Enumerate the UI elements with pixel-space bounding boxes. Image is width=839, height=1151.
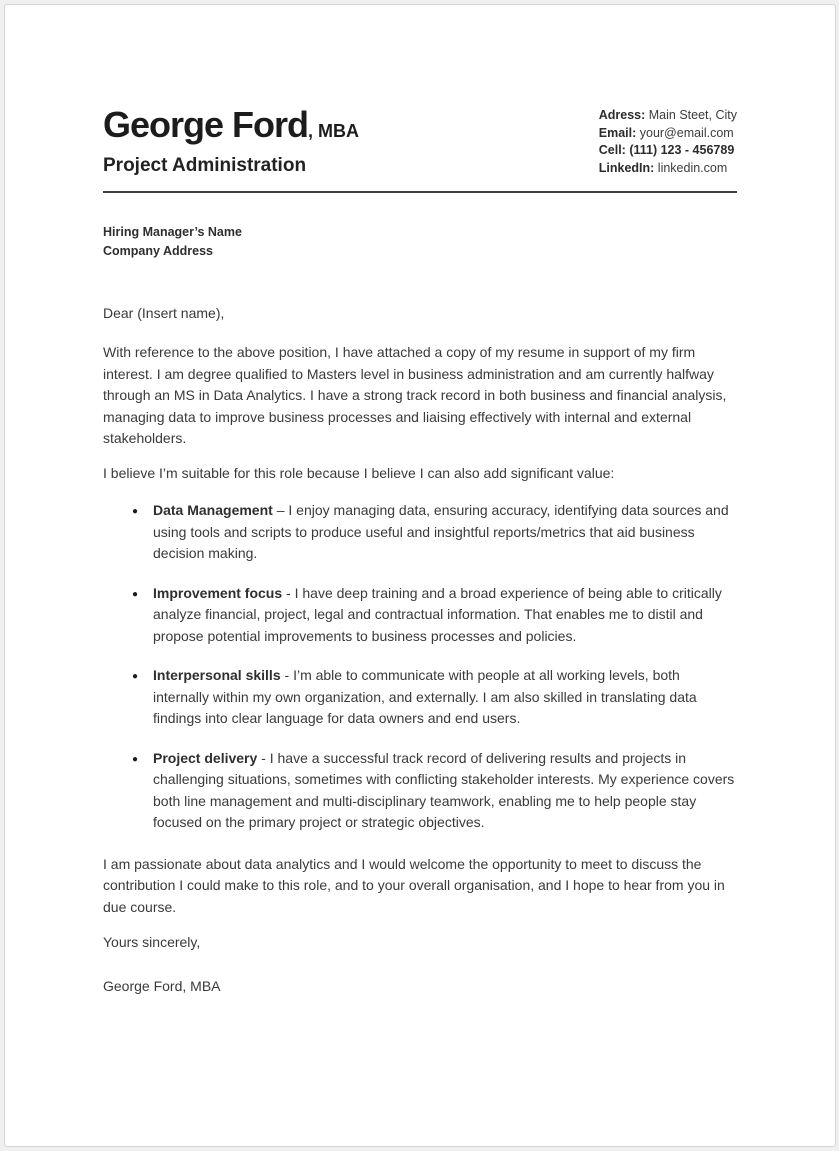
bullet-text: I enjoy managing data, ensuring accuracy, identifying data sources and using tools and scripts to produce useful and insightful reports/metrics that aid business decision making. [153,502,729,561]
contact-block [599,105,737,177]
contact-address [599,107,737,125]
contact-email-value: your@email.com [636,125,734,140]
bullet-improvement-focus [103,583,737,648]
lead-in-paragraph: I believe I’m suitable for this role because I believe I can also add significant value: [103,464,615,481]
bullet-term: Project delivery [153,749,258,766]
contact-address-label: Adress: [598,108,646,122]
salutation: Dear (Insert name), [103,305,225,321]
bullet-interpersonal-skills [103,665,737,730]
bullet-term: Improvement focus [153,584,283,601]
signature: George Ford, MBA [103,977,221,994]
job-title: Project Administration [103,154,307,176]
bullet-text: I have a successful track record of delivering results and projects in challenging situations, sometimes with conflicting stakeholder interests. My experience covers both line management and multi-disciplinary teamwork, enabling me to help people stay focused on the primary project or strategic objectives. [153,749,735,830]
person-name-text: George Ford [103,104,309,145]
header-divider [103,191,737,193]
value-points-list [103,500,737,834]
bullet-separator: - [282,584,295,601]
recipient-name: Hiring Manager’s Name [103,225,242,239]
contact-cell-label: Cell: [598,143,626,157]
contact-cell-value: (111) 123 - 456789 [625,143,735,157]
recipient-block [103,223,737,261]
person-name [103,105,359,145]
bullet-project-delivery [103,748,737,834]
bullet-separator: – [272,502,289,518]
recipient-address: Company Address [103,244,213,258]
contact-cell [599,142,737,160]
contact-linkedin-value: linkedin.com [654,160,728,175]
bullet-term: Data Management [153,502,273,518]
letter-header [103,105,737,177]
bullet-text: I have deep training and a broad experience of being able to critically analyze financial, project, legal and contractual information. That enables me to distil and propose potential improvements to business processes and policies. [153,584,722,644]
person-credentials: , MBA [308,121,360,141]
contact-email-label: Email: [598,125,637,140]
valediction: Yours sincerely, [103,934,201,950]
bullet-term: Interpersonal skills [153,667,281,683]
closing-paragraph: I am passionate about data analytics and I would welcome the opportunity to meet to discuss the contribution I could make to this role, and to your overall organisation, and I hope to hear from you in due course. [103,855,725,915]
contact-linkedin [599,160,737,178]
intro-paragraph: With reference to the above position, I have attached a copy of my resume in support of my firm interest. I am degree qualified to Masters level in business administration and am currently halfway through an MS in Data Analytics. I have a strong track record in both business and financial analysis, managing data to improve business processes and liaising effectively with internal and external stakeholders. [103,344,727,446]
bullet-text: I’m able to communicate with people at all working levels, both internally within my own organization, and externally. I am also skilled in translating data findings into clear language for data owners and end users. [153,667,697,726]
bullet-separator: - [280,667,294,683]
cover-letter-page [4,4,836,1147]
bullet-data-management [103,500,737,565]
bullet-separator: - [257,749,270,766]
identity-block [103,105,359,177]
contact-address-value: Main Steet, City [645,108,737,122]
contact-linkedin-label: LinkedIn: [598,160,655,175]
contact-email [599,125,737,143]
